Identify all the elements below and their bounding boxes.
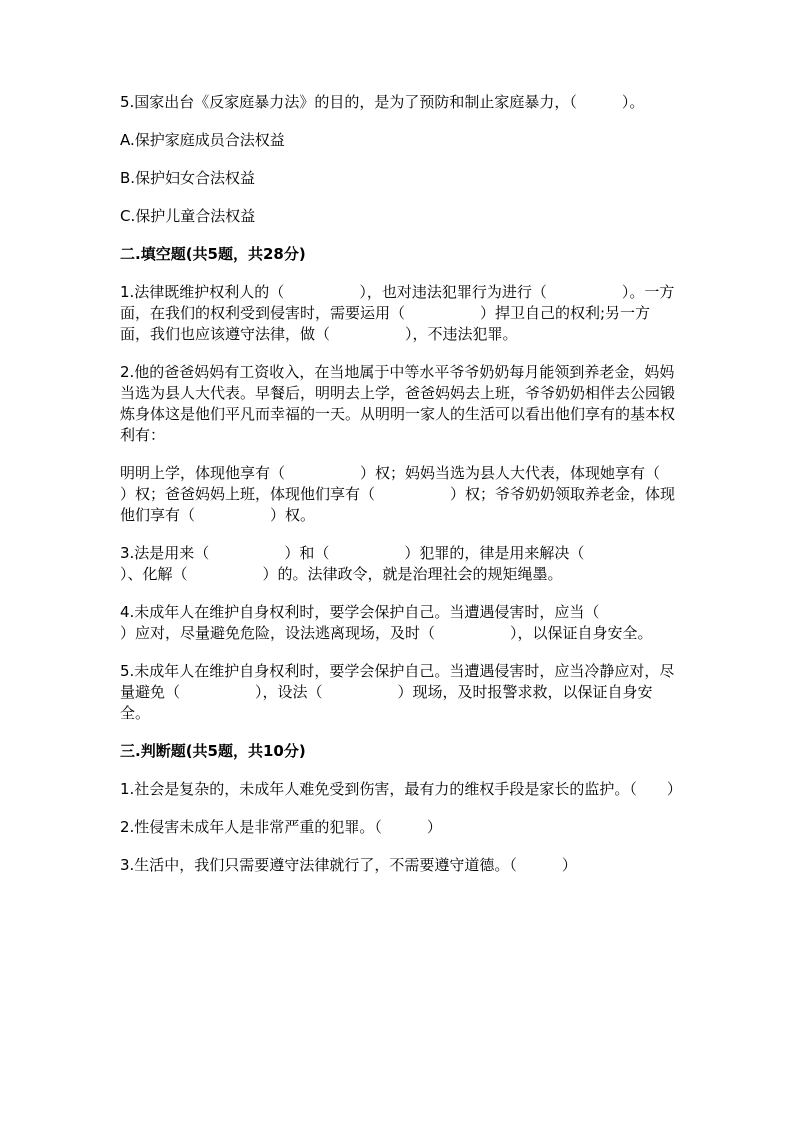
fill-question-2-blanks [120, 463, 736, 526]
question-5-stem: 5.国家出台《反家庭暴力法》的目的，是为了预防和制止家庭暴力，（ ）。 [120, 93, 645, 111]
section-heading-true-false: 三.判断题(共5题，共10分) [120, 742, 306, 760]
judge-question-3 [120, 855, 680, 876]
option-c: C.保护儿童合法权益 [120, 207, 256, 225]
fill-question-1 [120, 282, 680, 345]
fill-question-2-text: 2.他的爸爸妈妈有工资收入，在当地属于中等水平爷爷奶奶每月能领到养老金，妈妈当选为县人大代表。早餐后，明明去上学，爸爸妈妈去上班，爷爷奶奶相伴去公园锻炼身体这是他们平凡而幸福的一天。从明明一家人的生活可以看出他们享有的基本权利有： [120, 363, 676, 444]
fill-question-3 [120, 543, 680, 585]
page-content [120, 92, 736, 893]
fill-question-4 [120, 602, 680, 644]
fill-question-2 [120, 362, 680, 446]
fill-question-2-blanks-text: 明明上学，体现他享有（ ）权；妈妈当选为县人大代表，体现她享有（ ）权；爸爸妈妈上班，体现他们享有（ ）权；爷爷奶奶领取养老金，体现他们享有（ ）权。 [120, 464, 736, 524]
question-5 [120, 92, 680, 113]
judge-question-2 [120, 817, 680, 838]
judge-question-1-text: 1.社会是复杂的，未成年人难免受到伤害，最有力的维权手段是家长的监护。（ ） [120, 780, 682, 798]
fill-question-4-text: 4.未成年人在维护自身权利时，要学会保护自己。当遭遇侵害时，应当（ ）应对，尽量避免危险，设法逃离现场，及时（ ），以保证自身安全。 [120, 603, 675, 642]
option-a: A.保护家庭成员合法权益 [120, 131, 285, 149]
section-heading-fill-in: 二.填空题(共5题，共28分) [120, 245, 306, 263]
judge-question-1 [120, 779, 680, 800]
fill-question-5 [120, 661, 680, 724]
fill-question-3-text: 3.法是用来（ ）和（ ）犯罪的，律是用来解决（ ）、化解（ ）的。法律政令，就是治理社会的规矩绳墨。 [120, 544, 660, 583]
fill-question-5-text: 5.未成年人在维护自身权利时，要学会保护自己。当遭遇侵害时，应当冷静应对，尽量避免（ ），设法（ ）现场，及时报警求救，以保证自身安全。 [120, 662, 675, 722]
option-b: B.保护妇女合法权益 [120, 169, 256, 187]
judge-question-3-text: 3.生活中，我们只需要遵守法律就行了，不需要遵守道德。（ ） [120, 856, 577, 874]
fill-question-1-text: 1.法律既维护权利人的（ ），也对违法犯罪行为进行（ ）。一方面，在我们的权利受到侵害时，需要运用（ ）捍卫自己的权利;另一方面，我们也应该遵守法律，做（ ），不违法犯罪。 [120, 283, 675, 343]
judge-question-2-text: 2.性侵害未成年人是非常严重的犯罪。（ ） [120, 818, 442, 836]
